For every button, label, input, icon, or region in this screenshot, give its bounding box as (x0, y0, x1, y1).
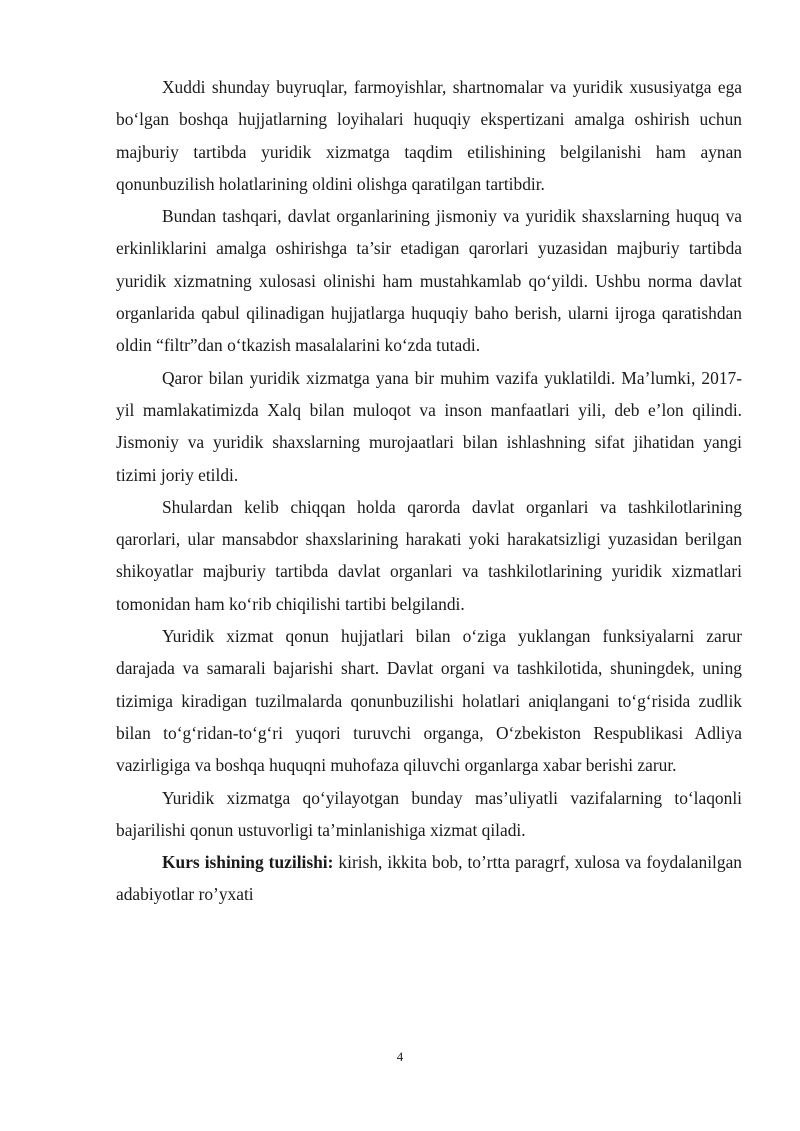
page-number: 4 (396, 1049, 404, 1064)
body-text (116, 71, 742, 911)
paragraph-3: Qaror bilan yuridik xizmatga yana bir muhim vazifa yuklatildi. Ma’lumki, 2017-yil mamlakatimizda Xalq bilan muloqot va inson manfaatlari yili, deb e’lon qilindi. Jismoniy va yuridik shaxslarning murojaatlari bilan ishlashning sifat jihatidan yangi tizimi joriy etildi. (116, 367, 742, 485)
paragraph-2: Bundan tashqari, davlat organlarining jismoniy va yuridik shaxslarning huquq va erkinliklarini amalga oshirishga ta’sir etadigan qarorlari yuzasidan majburiy tartibda yuridik xizmatning xulosasi olinishi ham mustahkamlab qo‘yildi. Ushbu norma davlat organlarida qabul qilinadigan hujjatlarga huquqiy baho berish, ularni ijroga qaratishdan oldin “filtr”dan o‘tkazish masalalarini ko‘zda tutadi. (116, 206, 742, 356)
course-structure-label: Kurs ishining tuzilishi: (162, 852, 334, 873)
paragraph-6: Yuridik xizmatga qo‘yilayotgan bunday mas’uliyatli vazifalarning to‘laqonli bajarilishi qonun ustuvorligi ta’minlanishiga xizmat qiladi. (116, 787, 742, 840)
paragraph-5: Yuridik xizmat qonun hujjatlari bilan o‘ziga yuklangan funksiyalarni zarur darajada va samarali bajarishi shart. Davlat organi va tashkilotida, shuningdek, uning tizimiga kiradigan tuzilmalarda qonunbuzilishi holatlari aniqlangani to‘g‘risida zudlik bilan to‘g‘ridan-to‘g‘ri yuqori turuvchi organga, O‘zbekiston Respublikasi Adliya vazirligiga va boshqa huquqni muhofaza qiluvchi organlarga xabar berishi zarur. (116, 626, 742, 776)
course-structure-text: kirish, ikkita bob, to’rtta paragrf, xulosa va foydalanilgan adabiyotlar ro’yxati (116, 852, 742, 905)
paragraph-1: Xuddi shunday buyruqlar, farmoyishlar, shartnomalar va yuridik xususiyatga ega bo‘lgan boshqa hujjatlarning loyihalari huquqiy ekspertizani amalga oshirish uchun majburiy tartibda yuridik xizmatga taqdim etilishining belgilanishi ham aynan qonunbuzilish holatlarining oldini olishga qaratilgan tartibdir. (116, 77, 742, 194)
paragraph-4: Shulardan kelib chiqqan holda qarorda davlat organlari va tashkilotlarining qarorlari, ular mansabdor shaxslarining harakati yoki harakatsizligi yuzasidan berilgan shikoyatlar majburiy tartibda davlat organlari va tashkilotlarining yuridik xizmatlari tomonidan ham ko‘rib chiqilishi tartibi belgilandi. (116, 496, 742, 614)
course-structure-paragraph (116, 846, 742, 911)
